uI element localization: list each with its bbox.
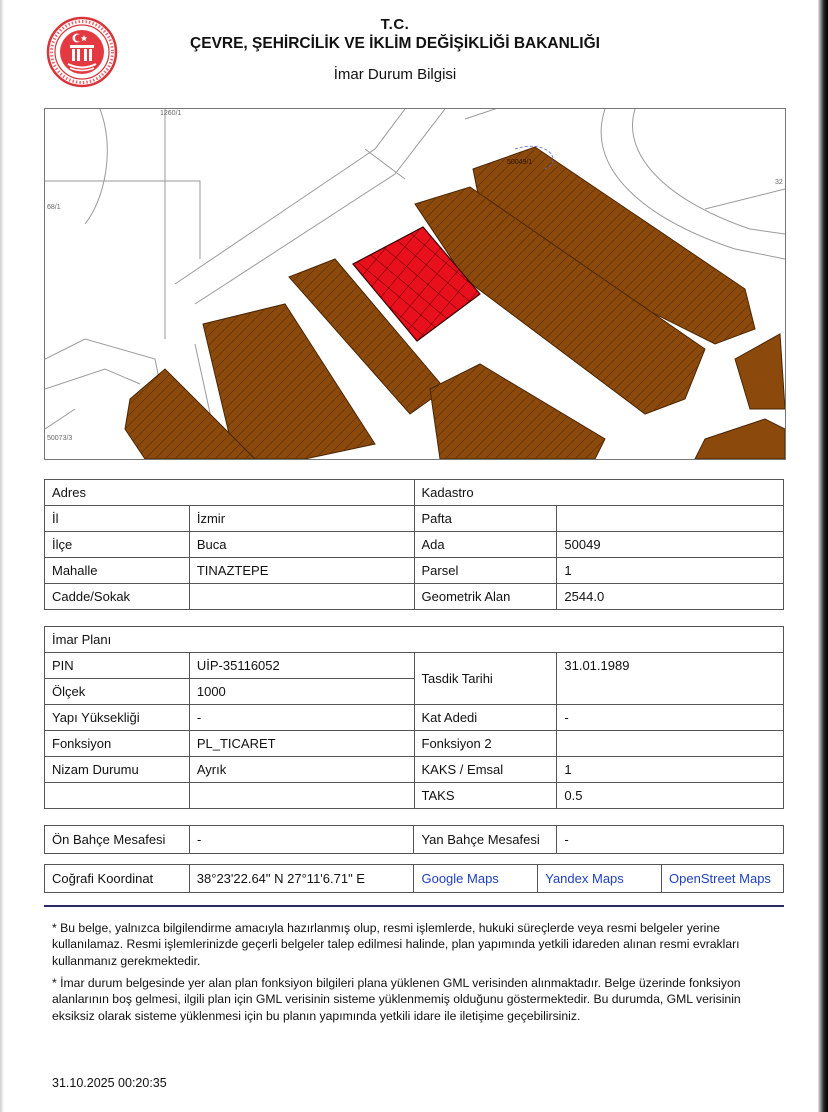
kat-value: - (557, 705, 784, 731)
header-tc: T.C. (380, 16, 410, 33)
fonksiyon-label: Fonksiyon (45, 731, 190, 757)
on-bahce-value: - (189, 826, 414, 854)
alan-label: Geometrik Alan (414, 584, 557, 610)
openstreet-maps-link[interactable]: OpenStreet Maps (662, 865, 784, 893)
setback-table (44, 825, 784, 854)
ilce-value: Buca (189, 532, 414, 558)
map-label: 68/1 (47, 204, 61, 211)
nizam-value: Ayrık (189, 757, 414, 783)
mahalle-label: Mahalle (45, 558, 190, 584)
kat-label: Kat Adedi (414, 705, 557, 731)
fonksiyon2-value (557, 731, 784, 757)
map-label: 50073/3 (47, 435, 73, 442)
print-timestamp: 31.10.2025 00:20:35 (52, 1076, 167, 1090)
zoning-map[interactable] (44, 108, 786, 460)
yandex-maps-link[interactable]: Yandex Maps (538, 865, 662, 893)
ilce-label: İlçe (45, 532, 190, 558)
divider (44, 905, 784, 907)
olcek-label: Ölçek (45, 679, 190, 705)
kaks-value: 1 (557, 757, 784, 783)
coordinate-value: 38°23'22.64" N 27°11'6.71" E (189, 865, 414, 893)
tasdik-label: Tasdik Tarihi (414, 653, 557, 705)
nizam-label: Nizam Durumu (45, 757, 190, 783)
yan-bahce-label: Yan Bahçe Mesafesi (414, 826, 557, 854)
ministry-name: ÇEVRE, ŞEHİRCİLİK VE İKLİM DEĞİŞİKLİĞİ BAKANLIĞI (190, 35, 600, 52)
parsel-value: 1 (557, 558, 784, 584)
map-label: 50049/1 (507, 159, 533, 166)
kadastro-header: Kadastro (414, 480, 783, 506)
yukseklik-label: Yapı Yüksekliği (45, 705, 190, 731)
on-bahce-label: Ön Bahçe Mesafesi (45, 826, 190, 854)
taks-label: TAKS (414, 783, 557, 809)
olcek-value: 1000 (189, 679, 414, 705)
map-label: 32 (775, 179, 783, 186)
ada-label: Ada (414, 532, 557, 558)
cadde-value (189, 584, 414, 610)
pin-value: UİP-35116052 (189, 653, 414, 679)
yan-bahce-value: - (557, 826, 784, 854)
parsel-label: Parsel (414, 558, 557, 584)
imar-plani-header: İmar Planı (45, 627, 784, 653)
document-title: İmar Durum Bilgisi (333, 66, 457, 83)
il-value: İzmir (189, 506, 414, 532)
fonksiyon-value: PL_TICARET (189, 731, 414, 757)
fonksiyon2-label: Fonksiyon 2 (414, 731, 557, 757)
kaks-label: KAKS / Emsal (414, 757, 557, 783)
cadde-label: Cadde/Sokak (45, 584, 190, 610)
zoning-plan-table (44, 626, 784, 809)
adres-header: Adres (45, 480, 415, 506)
tasdik-value: 31.01.1989 (557, 653, 784, 705)
il-label: İl (45, 506, 190, 532)
coordinates-table (44, 864, 784, 893)
coordinate-label: Coğrafi Koordinat (45, 865, 190, 893)
address-table (44, 479, 784, 610)
disclaimer-note-1: * Bu belge, yalnızca bilgilendirme amacıyla hazırlanmış olup, resmi işlemlerde, hukuki süreçlerde veya resmi belgeler yerine kullanılamaz. Resmi işlemlerinizde geçerli belgeler talep edilmesi halinde, plan yapımında yetkili idareden alınan resmi evrakları kullanmanız gerekmektedir. (52, 921, 740, 968)
map-label: 1260/1 (160, 110, 182, 117)
ada-value: 50049 (557, 532, 784, 558)
google-maps-link[interactable]: Google Maps (414, 865, 538, 893)
yukseklik-value: - (189, 705, 414, 731)
alan-value: 2544.0 (557, 584, 784, 610)
ministry-seal-logo (46, 16, 118, 88)
mahalle-value: TINAZTEPE (189, 558, 414, 584)
pafta-value (557, 506, 784, 532)
pin-label: PIN (45, 653, 190, 679)
disclaimer-note-2: * İmar durum belgesinde yer alan plan fonksiyon bilgileri plana yüklenen GML verisinden alınmaktadır. Belge üzerinde fonksiyon alanlarının boş gelmesi, ilgili plan için GML verisinin sisteme yüklenmemiş olduğunu göstermektedir. Bu durumda, GML verisinin eksiksiz olarak sisteme yüklenmesi için bu planın yapımında yetkili idare ile iletişime geçebilirsiniz. (52, 976, 741, 1023)
pafta-label: Pafta (414, 506, 557, 532)
taks-value: 0.5 (557, 783, 784, 809)
